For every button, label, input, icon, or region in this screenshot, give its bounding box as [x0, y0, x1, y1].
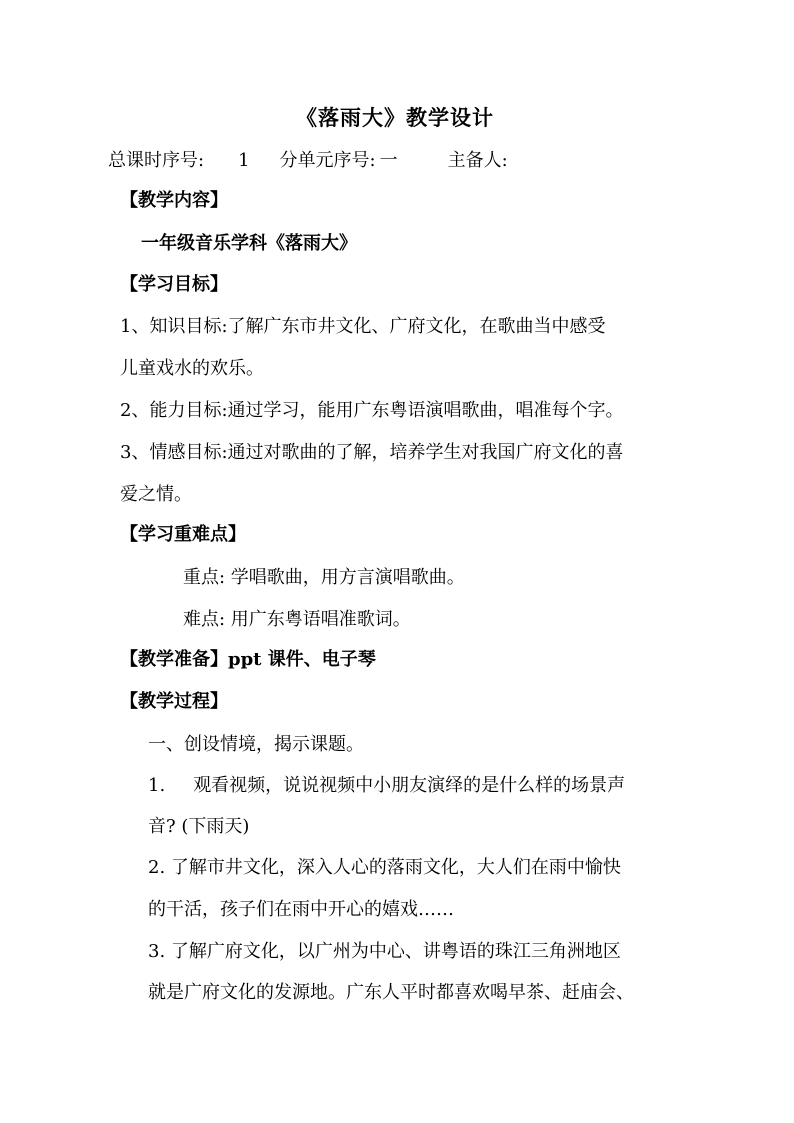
objective-3-line-1: 3、情感目标:通过对歌曲的了解，培养学生对我国广府文化的喜	[120, 442, 624, 463]
content-text: 一年级音乐学科《落雨大》	[141, 233, 357, 254]
process-step-3-line-2: 就是广府文化的发源地。广东人平时都喜欢喝早茶、赶庙会、	[148, 982, 634, 1003]
preparation-row	[120, 648, 376, 672]
keypoints-heading: 【学习重难点】	[120, 524, 246, 545]
process-heading: 【教学过程】	[120, 691, 228, 712]
unit-value: 一	[379, 150, 398, 171]
total-lesson-value: 1	[238, 150, 250, 171]
objectives-heading: 【学习目标】	[120, 274, 228, 295]
objective-3-line-2: 爱之情。	[120, 484, 192, 505]
meta-row	[108, 149, 508, 173]
unit-label: 分单元序号:	[279, 150, 376, 171]
step-1-text: 观看视频，说说视频中小朋友演绎的是什么样的场景声	[193, 775, 626, 796]
objective-1-line-2: 儿童戏水的欢乐。	[120, 358, 264, 379]
preparation-text: ppt 课件、电子琴	[228, 649, 376, 670]
preparation-heading: 【教学准备】	[120, 649, 228, 670]
content-heading: 【教学内容】	[120, 190, 228, 211]
process-step-1-line-2: 音? (下雨天)	[148, 816, 250, 837]
process-section-1: 一、创设情境，揭示课题。	[148, 734, 364, 755]
process-step-1-line-1	[148, 774, 625, 798]
objective-2: 2、能力目标:通过学习，能用广东粤语演唱歌曲，唱准每个字。	[120, 400, 624, 421]
process-step-2-line-1: 2. 了解市井文化，深入人心的落雨文化，大人们在雨中愉快	[148, 857, 621, 878]
objective-1-line-1: 1、知识目标:了解广东市井文化、广府文化，在歌曲当中感受	[120, 316, 606, 337]
key-point: 重点: 学唱歌曲，用方言演唱歌曲。	[183, 567, 465, 588]
process-step-3-line-1: 3. 了解广府文化，以广州为中心、讲粤语的珠江三角洲地区	[148, 941, 621, 962]
step-1-number: 1.	[148, 775, 166, 796]
difficult-point: 难点: 用广东粤语唱准歌词。	[183, 609, 411, 630]
page-title: 《落雨大》教学设计	[296, 105, 494, 130]
process-step-2-line-2: 的干活，孩子们在雨中开心的嬉戏……	[148, 899, 454, 920]
preparer-label: 主备人:	[447, 150, 508, 171]
total-lesson-label: 总课时序号:	[108, 150, 205, 171]
